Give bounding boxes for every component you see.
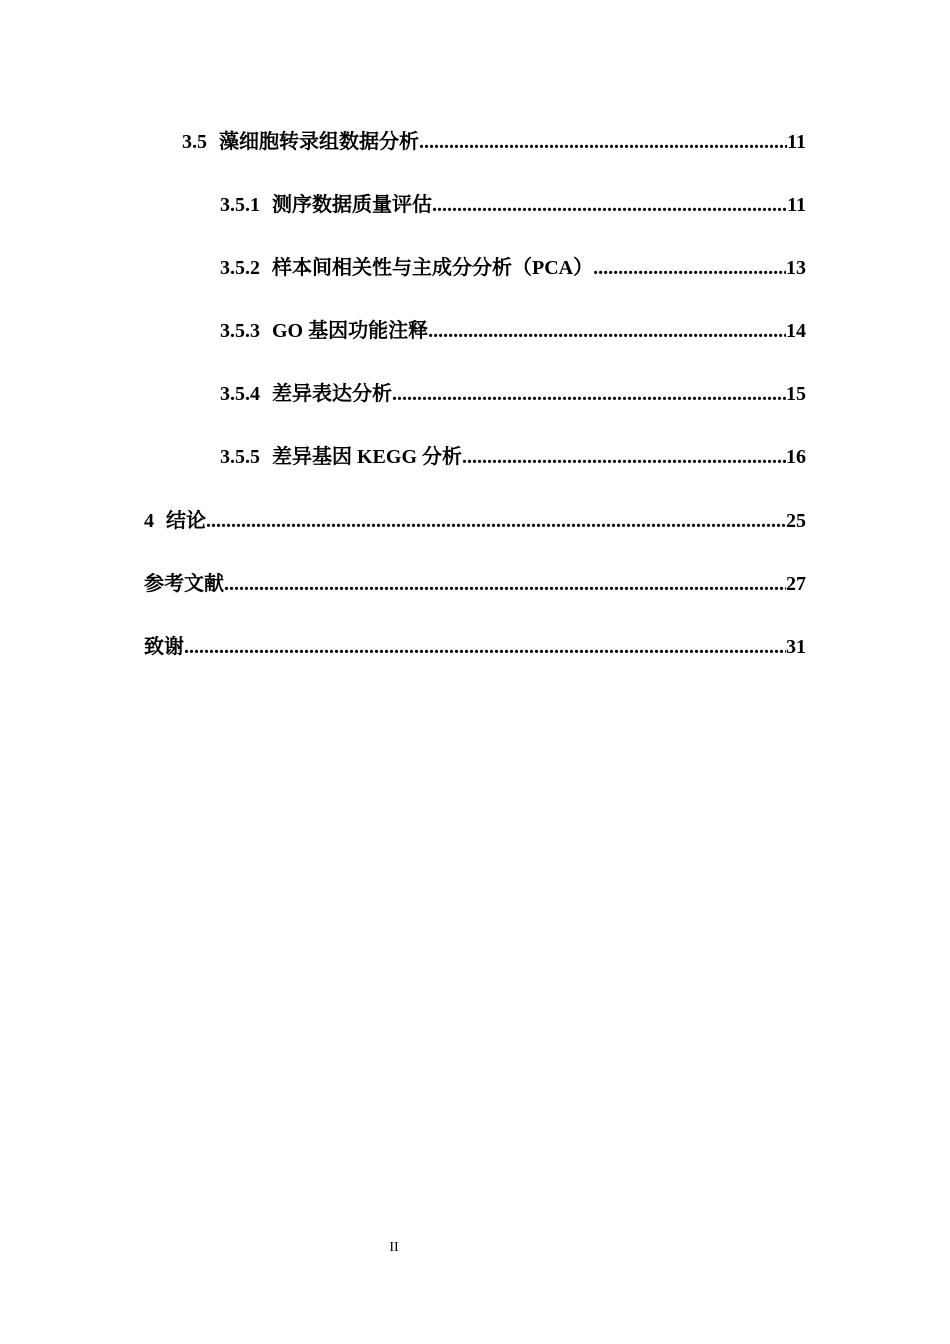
toc-entry-page: 16	[786, 446, 806, 468]
page-number: II	[389, 1240, 399, 1255]
toc-entry-page: 31	[786, 636, 806, 658]
toc-entry-page: 25	[786, 510, 806, 532]
toc-entry-number: 3.5.3	[220, 320, 260, 342]
toc-entry-number: 3.5	[182, 131, 207, 153]
toc-dot-leader	[224, 570, 786, 598]
toc-entry-4[interactable]	[144, 507, 806, 535]
toc-entry-page: 13	[786, 257, 806, 279]
toc-entry-3-5-1[interactable]	[220, 191, 806, 219]
toc-entry-number: 3.5.5	[220, 446, 260, 468]
toc-dot-leader	[462, 443, 786, 471]
toc-entry-number: 3.5.1	[220, 194, 260, 216]
toc-dot-leader	[432, 191, 787, 219]
toc-entry-page: 11	[787, 194, 806, 216]
toc-entry-number: 3.5.2	[220, 257, 260, 279]
toc-dot-leader	[428, 317, 786, 345]
toc-entry-title: 差异表达分析	[272, 383, 392, 405]
toc-entry-page: 11	[787, 131, 806, 153]
toc-entry-title: 致谢	[144, 636, 184, 658]
toc-entry-title: GO 基因功能注释	[272, 320, 429, 342]
toc-dot-leader	[184, 633, 786, 661]
toc-entry-3-5-5[interactable]	[220, 443, 806, 471]
toc-entry-title: 参考文献	[144, 573, 224, 595]
toc-entry-acknowledgements[interactable]	[144, 633, 806, 661]
toc-dot-leader	[593, 254, 786, 282]
toc-entry-3-5-3[interactable]	[220, 317, 806, 345]
toc-entry-page: 15	[786, 383, 806, 405]
toc-entry-page: 14	[786, 320, 806, 342]
toc-entry-title: 结论	[166, 510, 206, 532]
toc-entry-title: 藻细胞转录组数据分析	[219, 131, 419, 153]
toc-entry-3-5-2[interactable]	[220, 254, 806, 282]
toc-entry-page: 27	[786, 573, 806, 595]
toc-entry-references[interactable]	[144, 570, 806, 598]
toc-dot-leader	[392, 380, 786, 408]
toc-entry-title: 差异基因 KEGG 分析	[272, 446, 463, 468]
toc-entry-title: 样本间相关性与主成分分析（PCA）	[272, 257, 594, 279]
toc-entry-number: 3.5.4	[220, 383, 260, 405]
toc-entry-3-5-4[interactable]	[220, 380, 806, 408]
toc-entry-3-5[interactable]	[182, 128, 806, 156]
toc-entry-number: 4	[144, 510, 154, 532]
toc-dot-leader	[419, 128, 787, 156]
toc-dot-leader	[206, 507, 786, 535]
toc-entry-title: 测序数据质量评估	[272, 194, 432, 216]
